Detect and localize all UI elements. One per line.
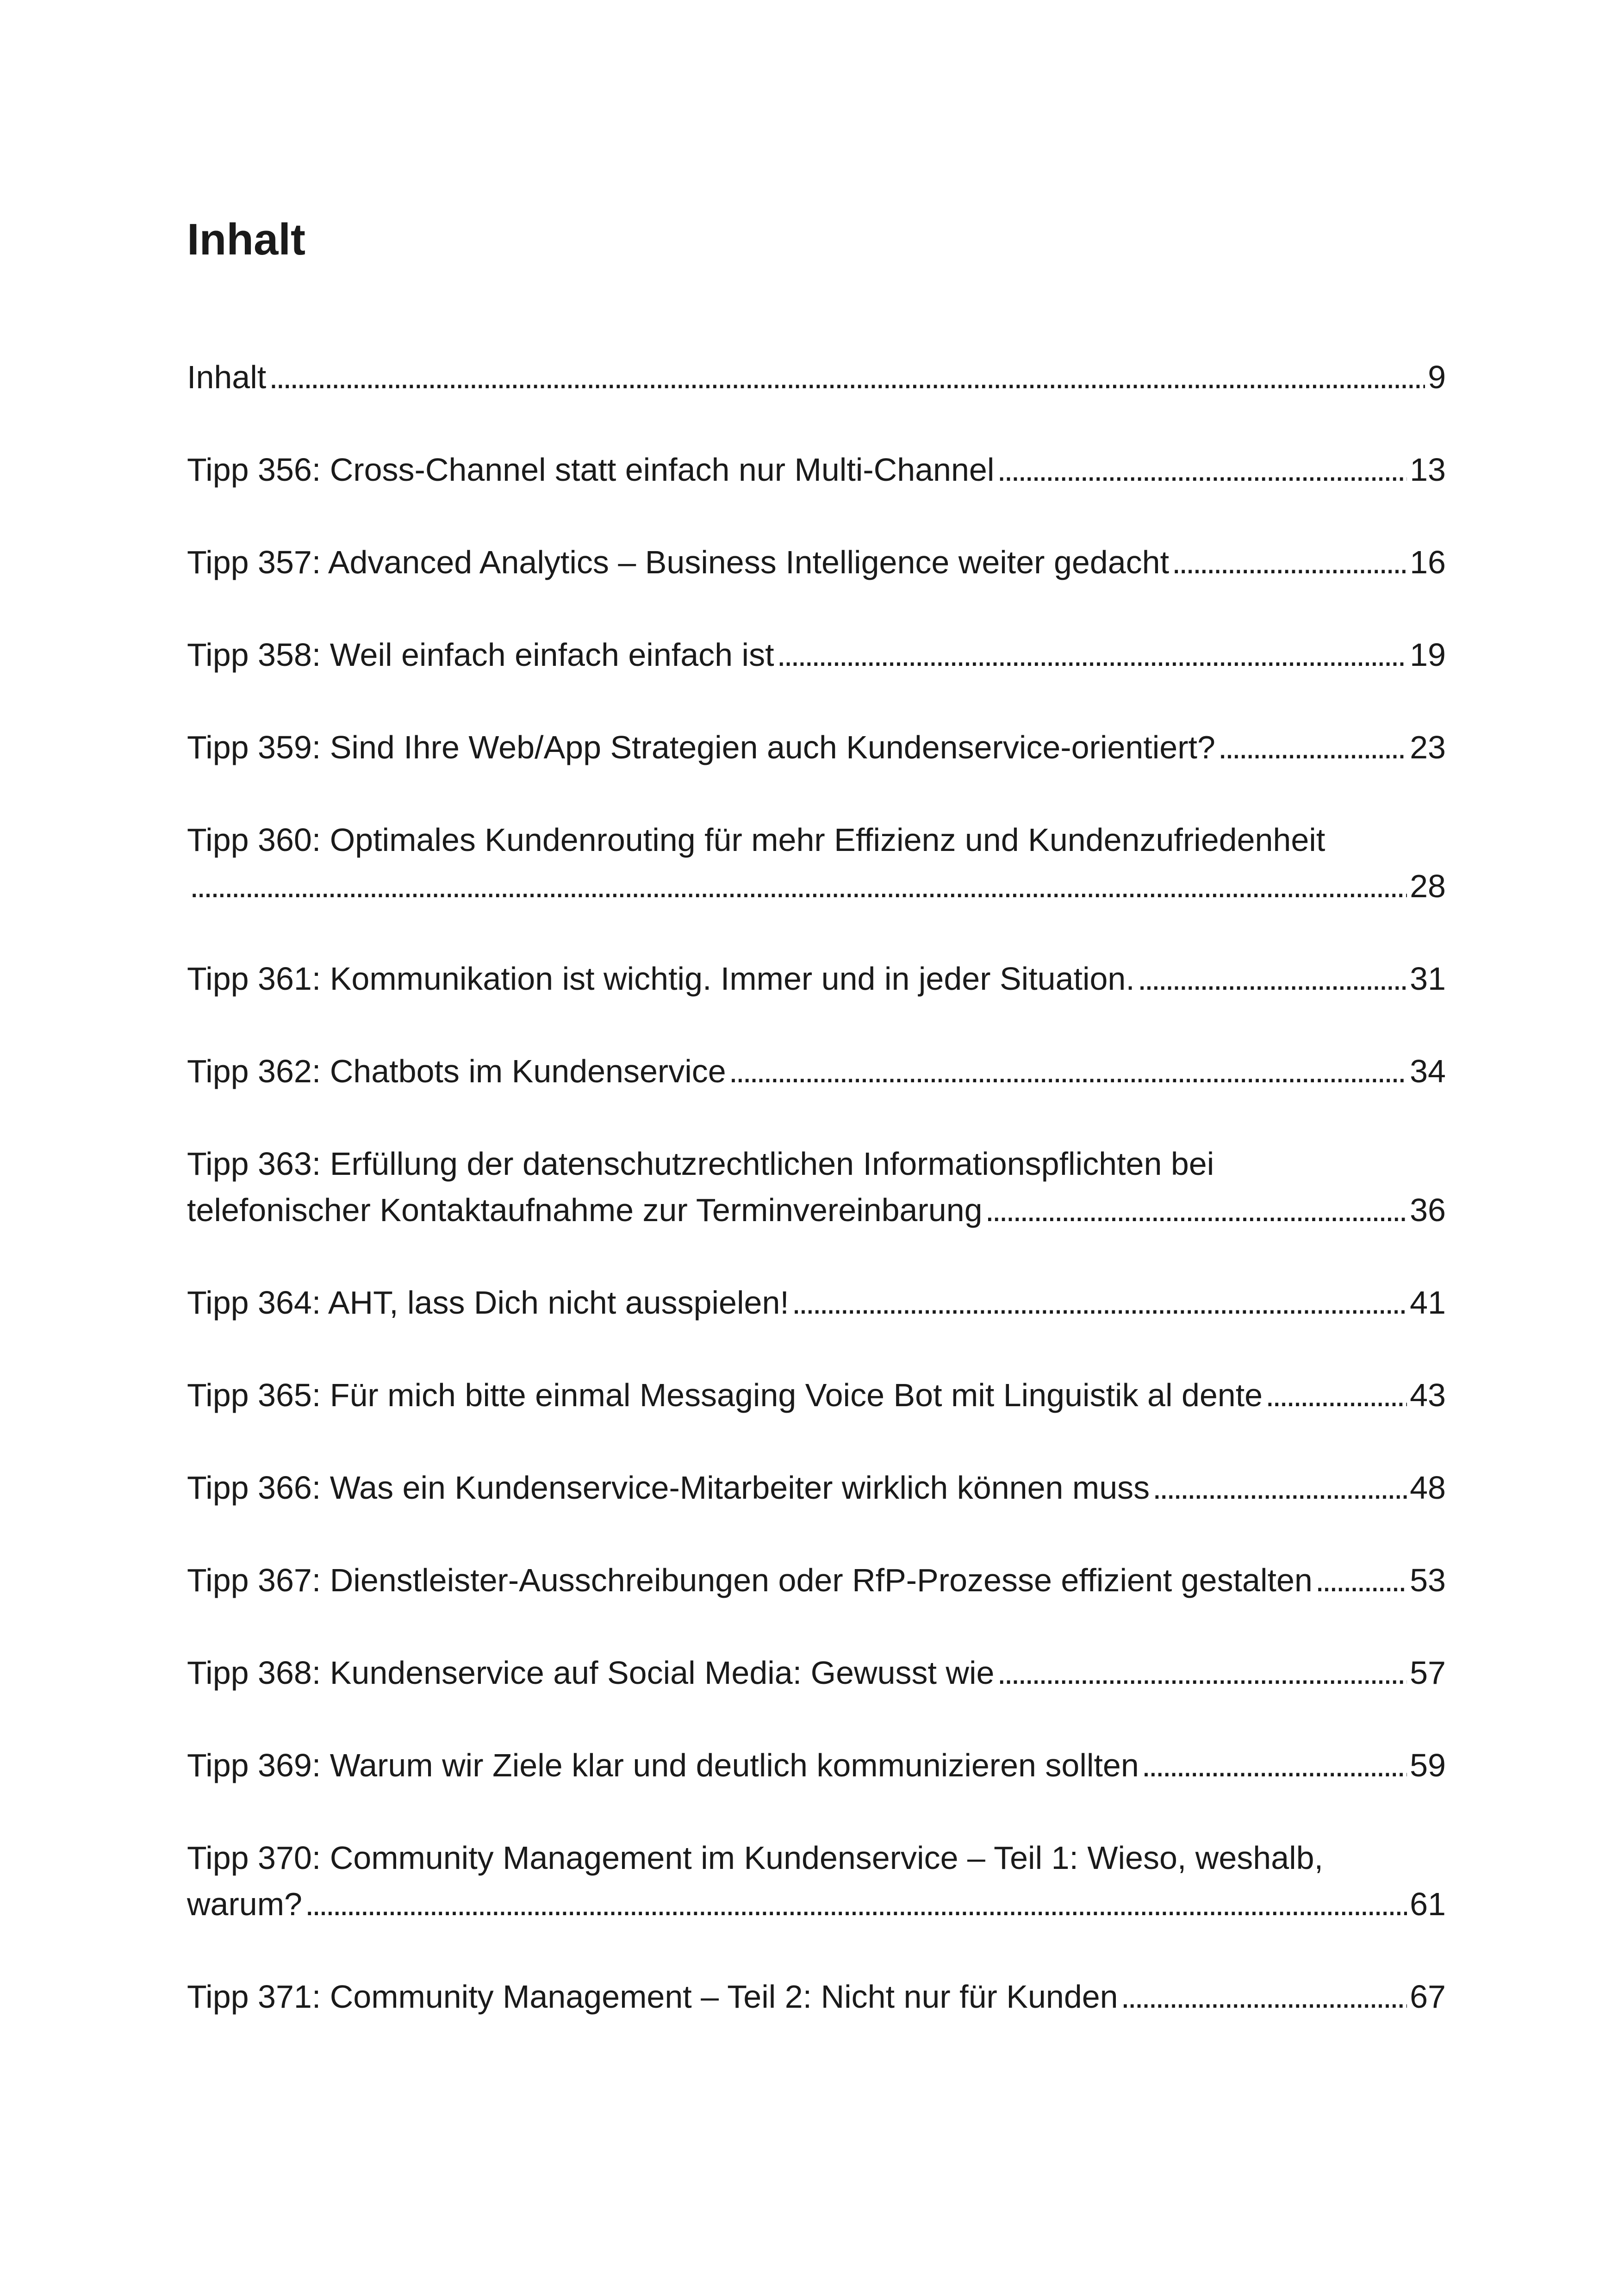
toc-entry[interactable] — [187, 956, 1446, 1002]
toc-entry-title: Tipp 356: Cross-Channel statt einfach nur Multi-Channel — [187, 452, 995, 488]
toc-entry-page: 28 — [1410, 868, 1446, 904]
dot-leader — [269, 354, 1425, 400]
toc-entry-page: 31 — [1410, 961, 1446, 997]
toc-entry[interactable] — [187, 539, 1446, 585]
toc-entry-title: Tipp 358: Weil einfach einfach einfach ist — [187, 637, 774, 673]
toc-entry-title: Tipp 365: Für mich bitte einmal Messaging Voice Bot mit Linguistik al dente — [187, 1377, 1263, 1413]
toc-entry-page: 9 — [1428, 359, 1446, 395]
dot-leader — [997, 1650, 1407, 1696]
toc-entry-page: 23 — [1410, 729, 1446, 765]
toc-entry[interactable] — [187, 1279, 1446, 1326]
dot-leader — [1152, 1464, 1407, 1511]
toc-entry-title: Tipp 368: Kundenservice auf Social Media: Gewusst wie — [187, 1655, 995, 1691]
toc-entry[interactable] — [187, 1464, 1446, 1511]
toc-entry[interactable] — [187, 817, 1446, 909]
toc-entry-title: Inhalt — [187, 359, 267, 395]
dot-leader — [1265, 1372, 1407, 1418]
toc-entry[interactable] — [187, 1557, 1446, 1603]
dot-leader — [729, 1048, 1407, 1094]
dot-leader — [1315, 1557, 1407, 1603]
toc-entry-page: 57 — [1410, 1655, 1446, 1691]
toc-entry[interactable] — [187, 354, 1446, 400]
toc-entry-page: 36 — [1410, 1192, 1446, 1228]
toc-entry-title-continuation: warum? — [187, 1886, 302, 1922]
toc-entry-title: Tipp 367: Dienstleister-Ausschreibungen oder RfP-Prozesse effizient gestalten — [187, 1562, 1313, 1598]
toc-entry-title: Tipp 363: Erfüllung der datenschutzrechtlichen Informationspflichten bei — [187, 1146, 1214, 1182]
toc-entry-title: Tipp 369: Warum wir Ziele klar und deutlich kommunizieren sollten — [187, 1747, 1139, 1783]
toc-entry[interactable] — [187, 632, 1446, 678]
toc-entry-title: Tipp 360: Optimales Kundenrouting für mehr Effizienz und Kundenzufriedenheit — [187, 822, 1326, 858]
toc-entry-title: Tipp 362: Chatbots im Kundenservice — [187, 1053, 726, 1089]
dot-leader — [777, 632, 1407, 678]
toc-entry[interactable] — [187, 447, 1446, 493]
toc-entry[interactable] — [187, 1372, 1446, 1418]
toc-entry-title: Tipp 359: Sind Ihre Web/App Strategien auch Kundenservice-orientiert? — [187, 729, 1215, 765]
toc-entry[interactable] — [187, 1742, 1446, 1788]
dot-leader — [1172, 539, 1407, 585]
dot-leader — [1121, 1973, 1407, 2020]
toc-entry-page: 48 — [1410, 1470, 1446, 1506]
toc-entry[interactable] — [187, 1048, 1446, 1094]
toc-entry[interactable] — [187, 724, 1446, 770]
toc-entry-page: 61 — [1410, 1886, 1446, 1922]
toc-entry-page: 59 — [1410, 1747, 1446, 1783]
toc-entry-page: 19 — [1410, 637, 1446, 673]
toc-entry-title: Tipp 364: AHT, lass Dich nicht ausspielen! — [187, 1285, 789, 1321]
toc-entry-page: 53 — [1410, 1562, 1446, 1598]
toc-entry-page: 13 — [1410, 452, 1446, 488]
toc-entry-page: 16 — [1410, 544, 1446, 580]
toc-entry-page: 43 — [1410, 1377, 1446, 1413]
toc-entry-page: 67 — [1410, 1979, 1446, 2015]
toc-entry[interactable] — [187, 1141, 1446, 1233]
page-title: Inhalt — [187, 215, 305, 264]
toc-entry[interactable] — [187, 1973, 1446, 2020]
dot-leader — [792, 1279, 1407, 1326]
toc-entry-title: Tipp 370: Community Management im Kundenservice – Teil 1: Wieso, weshalb, — [187, 1840, 1324, 1876]
toc-entry-page: 41 — [1410, 1285, 1446, 1321]
toc-entry-title: Tipp 371: Community Management – Teil 2: Nicht nur für Kunden — [187, 1979, 1118, 2015]
dot-leader — [985, 1187, 1407, 1233]
dot-leader — [1138, 956, 1407, 1002]
toc-entry-title: Tipp 361: Kommunikation ist wichtig. Immer und in jeder Situation. — [187, 961, 1135, 997]
toc-entry-page: 34 — [1410, 1053, 1446, 1089]
toc-page — [187, 0, 1446, 2296]
toc-entry-title: Tipp 357: Advanced Analytics – Business Intelligence weiter gedacht — [187, 544, 1170, 580]
dot-leader — [190, 863, 1407, 909]
dot-leader — [1218, 724, 1407, 770]
toc-entry-title-continuation: telefonischer Kontaktaufnahme zur Terminvereinbarung — [187, 1192, 983, 1228]
toc-entry[interactable] — [187, 1650, 1446, 1696]
dot-leader — [1142, 1742, 1407, 1788]
toc-entry[interactable] — [187, 1835, 1446, 1927]
dot-leader — [997, 447, 1407, 493]
toc-entry-title: Tipp 366: Was ein Kundenservice-Mitarbeiter wirklich können muss — [187, 1470, 1150, 1506]
dot-leader — [305, 1881, 1407, 1927]
